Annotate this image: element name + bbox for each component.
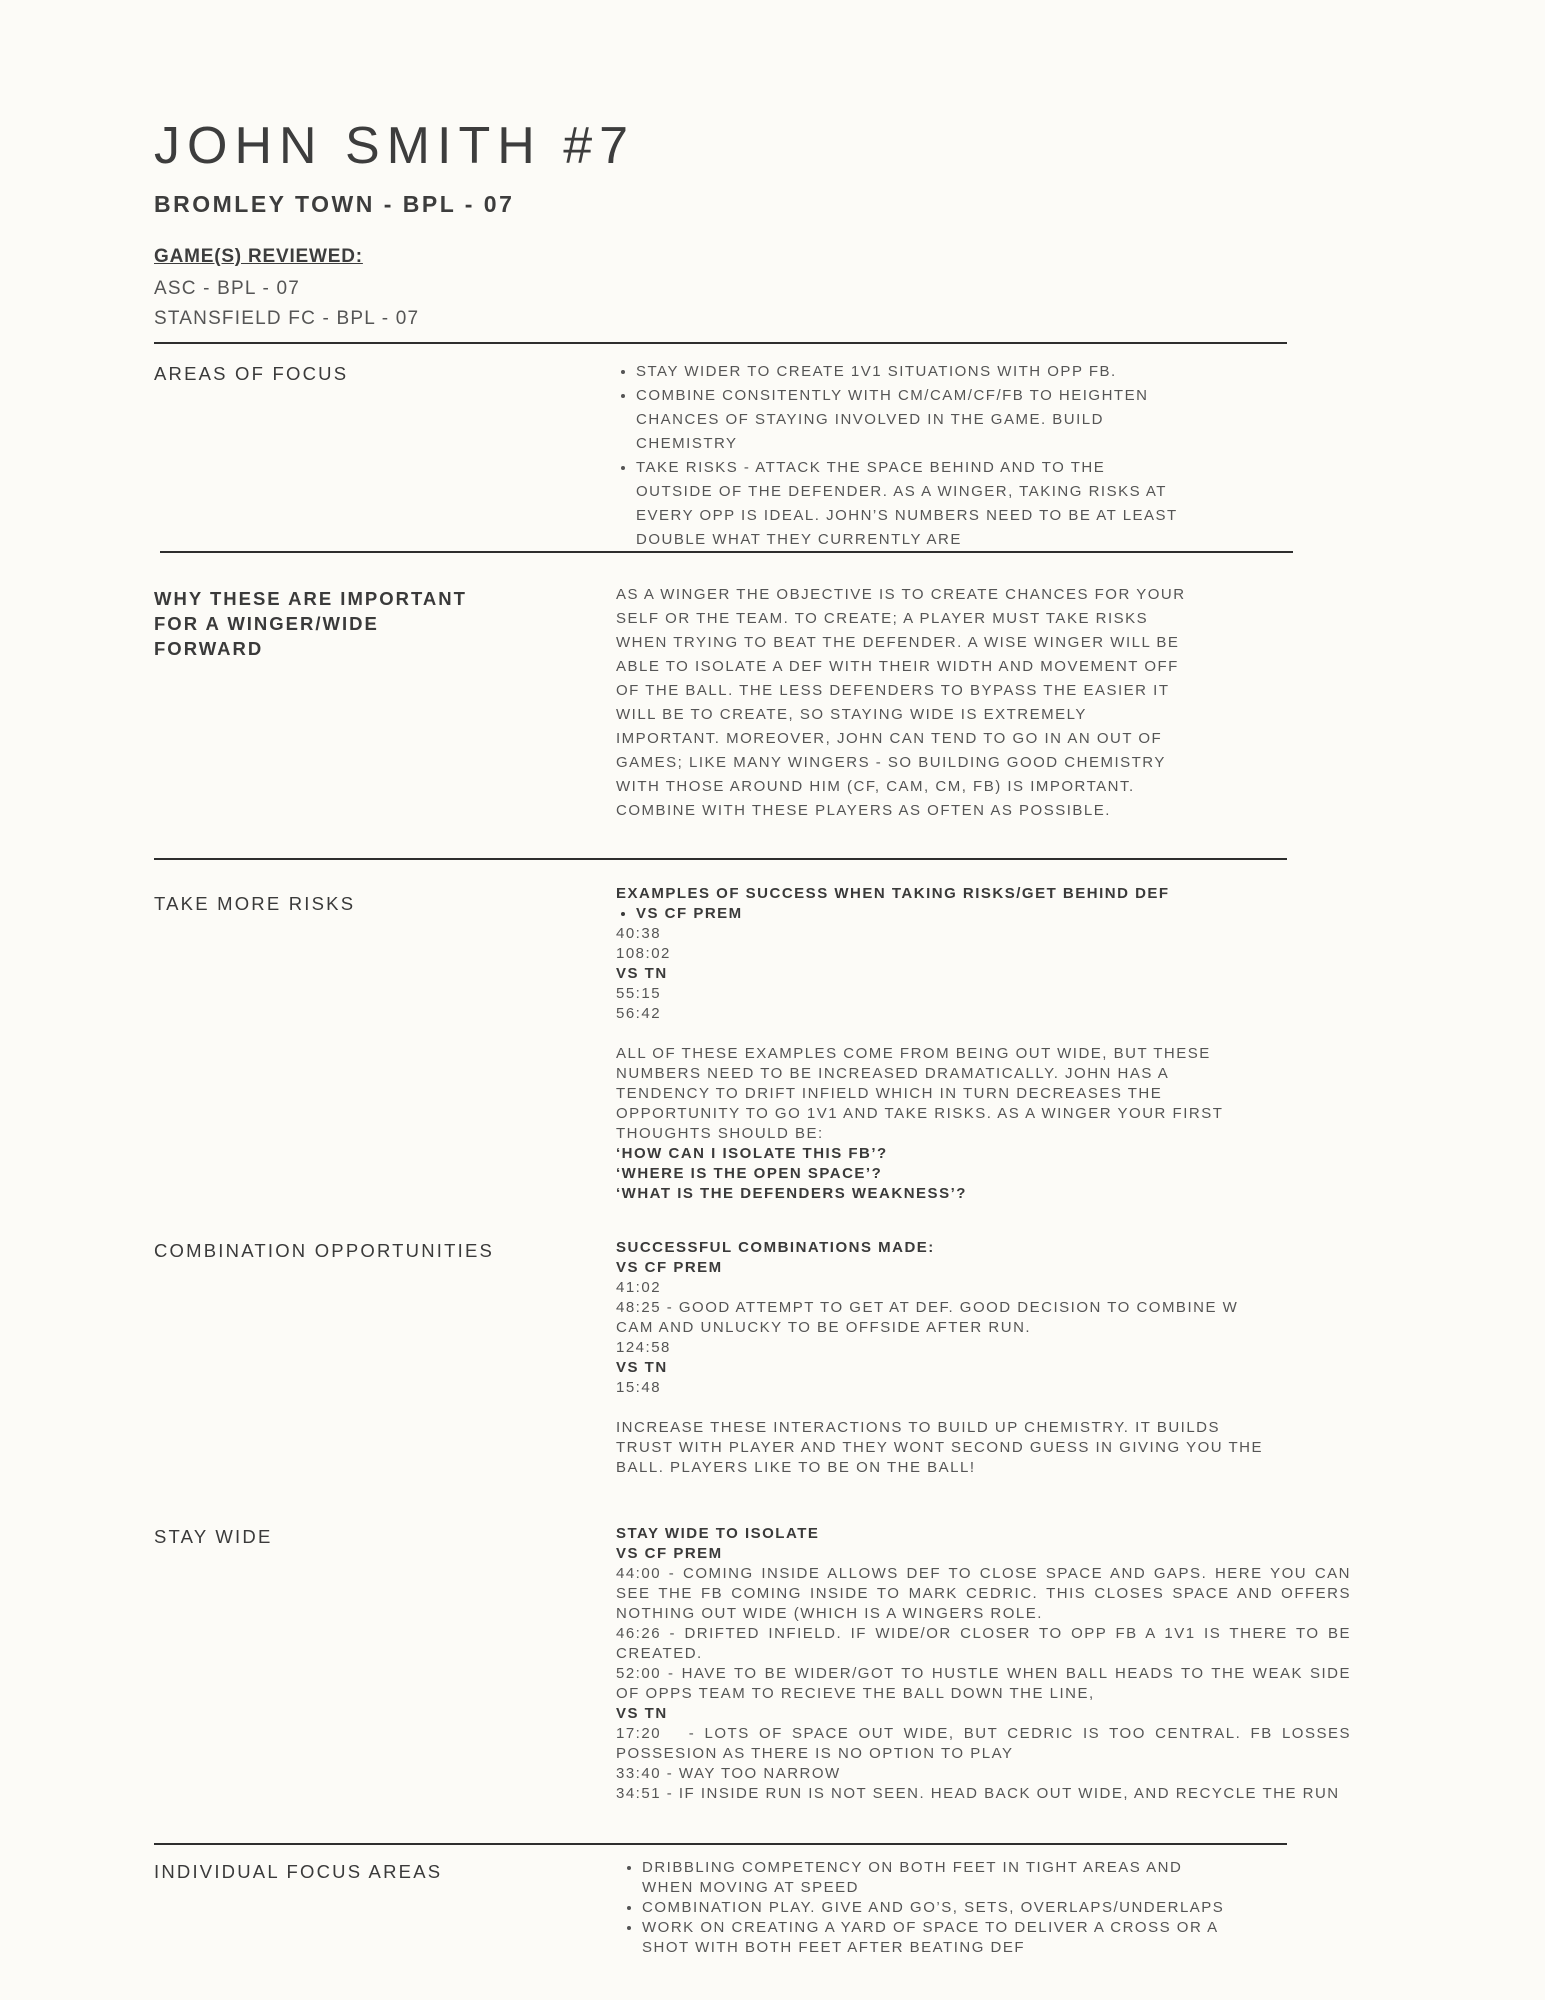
vs-tn-label: VS TN — [616, 965, 668, 982]
section-divider — [160, 551, 1293, 553]
question: ‘HOW CAN I ISOLATE THIS FB’? — [616, 1145, 888, 1162]
why-important-label: WHY THESE ARE IMPORTANT FOR A WINGER/WIDE FORWARD — [154, 588, 467, 659]
stay-wide-label: STAY WIDE — [154, 1526, 273, 1547]
player-name-title: JOHN SMITH #7 — [154, 117, 636, 175]
vs-cf-prem-label: VS CF PREM — [616, 1259, 723, 1276]
combination-content — [616, 1238, 1286, 1478]
combination-label: COMBINATION OPPORTUNITIES — [154, 1240, 495, 1261]
stay-wide-item: 52:00 - HAVE TO BE WIDER/GOT TO HUSTLE WHEN BALL HEADS TO THE WEAK SIDE OF OPPS TEAM TO RECIEVE THE BALL DOWN THE LINE, — [616, 1665, 1351, 1702]
section-divider — [154, 858, 1287, 860]
timestamp: 56:42 — [616, 1005, 662, 1022]
combination-item: 41:02 — [616, 1279, 662, 1296]
section-divider — [154, 1843, 1287, 1845]
focus-bullet: • COMBINE CONSITENTLY WITH CM/CAM/CF/FB TO HEIGHTEN CHANCES OF STAYING INVOLVED IN THE GAME. BUILD CHEMISTRY — [636, 384, 1186, 456]
individual-bullet: • DRIBBLING COMPETENCY ON BOTH FEET IN TIGHT AREAS AND WHEN MOVING AT SPEED — [642, 1858, 1226, 1898]
stay-wide-item: 44:00 - COMING INSIDE ALLOWS DEF TO CLOSE SPACE AND GAPS. HERE YOU CAN SEE THE FB COMING INSIDE TO MARK CEDRIC. THIS CLOSES SPACE AND OFFERS NOTHING OUT WIDE (WHICH IS A WINGERS ROLE. — [616, 1565, 1351, 1622]
vs-cf-prem-bullet: • VS CF PREM — [636, 904, 1236, 924]
stay-wide-content — [616, 1524, 1357, 1804]
timestamp: 108:02 — [616, 945, 671, 962]
individual-focus-label: INDIVIDUAL FOCUS AREAS — [154, 1861, 443, 1882]
combination-heading: SUCCESSFUL COMBINATIONS MADE: — [616, 1239, 935, 1256]
stay-wide-item: 46:26 - DRIFTED INFIELD. IF WIDE/OR CLOSER TO OPP FB A 1V1 IS THERE TO BE CREATED. — [616, 1625, 1351, 1662]
areas-of-focus-label: AREAS OF FOCUS — [154, 363, 349, 384]
question: ‘WHERE IS THE OPEN SPACE’? — [616, 1165, 883, 1182]
vs-tn-label: VS TN — [616, 1705, 668, 1722]
take-risks-paragraph: ALL OF THESE EXAMPLES COME FROM BEING OUT WIDE, BUT THESE NUMBERS NEED TO BE INCREASED DRAMATICALLY. JOHN HAS A TENDENCY TO DRIFT INFIELD WHICH IN TURN DECREASES THE OPPORTUNITY TO GO 1V1 AND TAKE RISKS. AS A WINGER YOUR FIRST THOUGHTS SHOULD BE: — [616, 1045, 1224, 1142]
question: ‘WHAT IS THE DEFENDERS WEAKNESS’? — [616, 1185, 967, 1202]
focus-bullet: • TAKE RISKS - ATTACK THE SPACE BEHIND AND TO THE OUTSIDE OF THE DEFENDER. AS A WINGER, TAKING RISKS AT EVERY OPP IS IDEAL. JOHN’S NUMBERS NEED TO BE AT LEAST DOUBLE WHAT THEY CURRENTLY ARE — [636, 456, 1186, 552]
game-item: ASC - BPL - 07 — [154, 278, 300, 299]
stay-wide-item: 17:20 - LOTS OF SPACE OUT WIDE, BUT CEDRIC IS TOO CENTRAL. FB LOSSES POSSESION AS THERE IS NO OPTION TO PLAY — [616, 1725, 1357, 1762]
games-reviewed-label: GAME(S) REVIEWED: — [154, 246, 363, 267]
combination-item: 15:48 — [616, 1379, 662, 1396]
game-item: STANSFIELD FC - BPL - 07 — [154, 308, 420, 329]
individual-bullet: • COMBINATION PLAY. GIVE AND GO’S, SETS, OVERLAPS/UNDERLAPS — [642, 1898, 1226, 1918]
individual-focus-content — [616, 1858, 1226, 1958]
combination-item: 124:58 — [616, 1339, 671, 1356]
areas-of-focus-content — [616, 360, 1186, 552]
combination-paragraph: INCREASE THESE INTERACTIONS TO BUILD UP CHEMISTRY. IT BUILDS TRUST WITH PLAYER AND THEY WONT SECOND GUESS IN GIVING YOU THE BALL. PLAYERS LIKE TO BE ON THE BALL! — [616, 1419, 1263, 1476]
stay-wide-item: 33:40 - WAY TOO NARROW — [616, 1765, 841, 1782]
take-risks-heading: EXAMPLES OF SUCCESS WHEN TAKING RISKS/GET BEHIND DEF — [616, 885, 1170, 902]
individual-bullet: • WORK ON CREATING A YARD OF SPACE TO DELIVER A CROSS OR A SHOT WITH BOTH FEET AFTER BEATING DEF — [642, 1918, 1226, 1958]
timestamp: 55:15 — [616, 985, 662, 1002]
section-divider — [154, 342, 1287, 344]
stay-wide-item: 34:51 - IF INSIDE RUN IS NOT SEEN. HEAD BACK OUT WIDE, AND RECYCLE THE RUN — [616, 1785, 1340, 1802]
vs-tn-label: VS TN — [616, 1359, 668, 1376]
games-reviewed-list — [154, 274, 419, 334]
take-risks-label: TAKE MORE RISKS — [154, 893, 356, 914]
take-risks-content — [616, 884, 1236, 1204]
timestamp: 40:38 — [616, 925, 662, 942]
vs-cf-prem-label: VS CF PREM — [616, 1545, 723, 1562]
team-subtitle: BROMLEY TOWN - BPL - 07 — [154, 191, 515, 217]
stay-wide-heading: STAY WIDE TO ISOLATE — [616, 1525, 820, 1542]
combination-item: 48:25 - GOOD ATTEMPT TO GET AT DEF. GOOD DECISION TO COMBINE W CAM AND UNLUCKY TO BE OFFSIDE AFTER RUN. — [616, 1299, 1239, 1336]
why-important-text: AS A WINGER THE OBJECTIVE IS TO CREATE CHANCES FOR YOUR SELF OR THE TEAM. TO CREATE; A PLAYER MUST TAKE RISKS WHEN TRYING TO BEAT THE DEFENDER. A WISE WINGER WILL BE ABLE TO ISOLATE A DEF WITH THEIR WIDTH AND MOVEMENT OFF OF THE BALL. THE LESS DEFENDERS TO BYPASS THE EASIER IT WILL BE TO CREATE, SO STAYING WIDE IS EXTREMELY IMPORTANT. MOREOVER, JOHN CAN TEND TO GO IN AN OUT OF GAMES; LIKE MANY WINGERS - SO BUILDING GOOD CHEMISTRY WITH THOSE AROUND HIM (CF, CAM, CM, FB) IS IMPORTANT. COMBINE WITH THESE PLAYERS AS OFTEN AS POSSIBLE. — [616, 586, 1186, 819]
focus-bullet: • STAY WIDER TO CREATE 1V1 SITUATIONS WITH OPP FB. — [636, 360, 1186, 384]
